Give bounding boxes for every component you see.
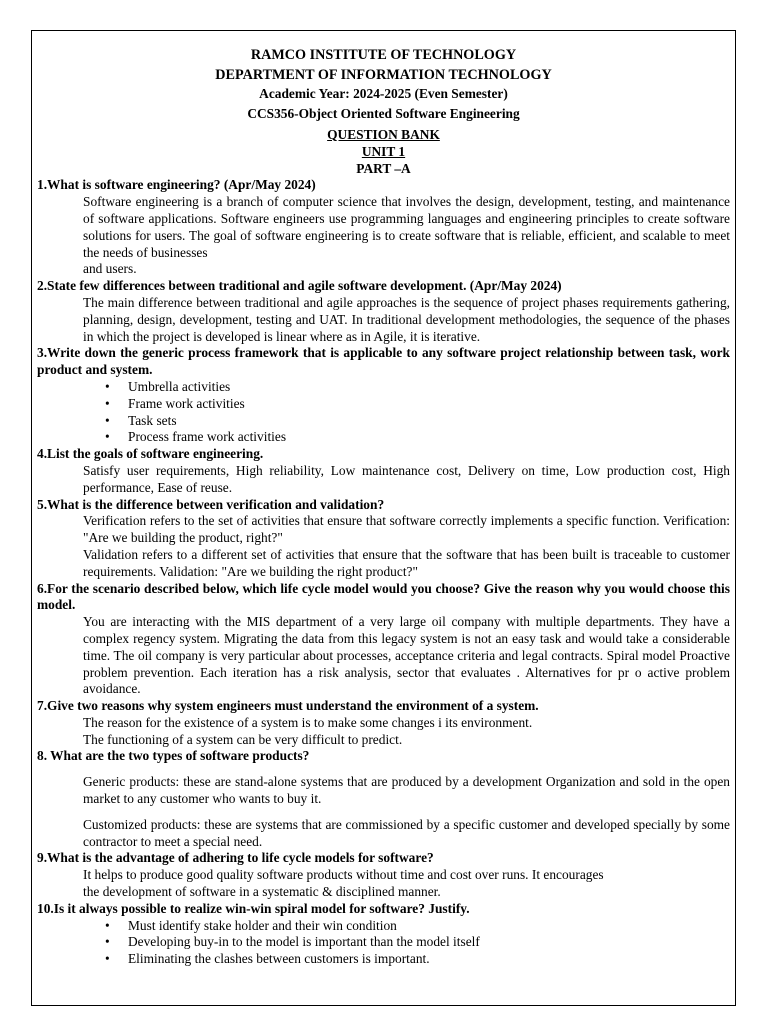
answer-10-list xyxy=(37,918,730,968)
question-7: 7.Give two reasons why system engineers must understand the environment of a system. xyxy=(37,698,539,714)
course-title: CCS356-Object Oriented Software Engineering xyxy=(247,106,520,121)
question-5: 5.What is the difference between verification and validation? xyxy=(37,496,385,512)
question-10: 10.Is it always possible to realize win-win spiral model for software? Justify. xyxy=(37,900,470,916)
answer-paragraph: and users. xyxy=(83,261,137,277)
department-name: DEPARTMENT OF INFORMATION TECHNOLOGY xyxy=(215,67,552,83)
list-item: • Frame work activities xyxy=(37,396,730,413)
answer-paragraph: Generic products: these are stand-alone systems that are produced by a development Organization and sold in the open market to any customer who wants to buy it. xyxy=(83,774,730,807)
answer-paragraph: Satisfy user requirements, High reliability, Low maintenance cost, Delivery on time, Low production cost, High performance, Ease of reuse. xyxy=(83,462,730,495)
list-item: • Task sets xyxy=(37,413,730,430)
answer-paragraph: Software engineering is a branch of computer science that involves the design, development, testing, and maintenance of software applications. Software engineers use programming languages and engineering principles to create software solutions for users. The goal of software engineering is to create software that is reliable, efficient, and scalable to meet the needs of businesses xyxy=(83,194,730,260)
question-8: 8. What are the two types of software products? xyxy=(37,748,310,764)
answer-paragraph: It helps to produce good quality software products without time and cost over runs. It encourages xyxy=(83,867,604,883)
question-4: 4.List the goals of software engineering. xyxy=(37,446,264,462)
answer-4 xyxy=(83,463,730,497)
question-bank-document xyxy=(37,45,730,968)
answer-paragraph: You are interacting with the MIS department of a very large oil company with multiple departments. They have a complex regency system. Migrating the data from this legacy system is not an easy task and would take a considerable time. The oil company is very particular about processes, acceptance criteria and legal contracts. Spiral model Proactive problem prevention. Each iteration has a risk analysis, sector that evaluates . Alternatives for pr o active problem avoidance. xyxy=(83,614,730,697)
list-item: • Process frame work activities xyxy=(37,429,730,446)
answer-9 xyxy=(83,867,730,901)
question-3: 3.Write down the generic process framework that is applicable to any software project relationship between task, work product and system. xyxy=(37,345,730,378)
answer-1 xyxy=(83,194,730,278)
list-item: • Eliminating the clashes between customers is important. xyxy=(37,951,730,968)
document-title: QUESTION BANK xyxy=(327,127,440,142)
answer-8 xyxy=(83,765,730,850)
answer-paragraph: Verification refers to the set of activities that ensure that software correctly implements a specific function. Verification: "Are we building the product, right?" xyxy=(83,513,730,546)
answer-3-list xyxy=(37,379,730,446)
question-9: 9.What is the advantage of adhering to life cycle models for software? xyxy=(37,850,434,866)
answer-paragraph: Customized products: these are systems that are commissioned by a specific customer and developed specially by some contractor to meet a special need. xyxy=(83,816,730,849)
answer-paragraph: The functioning of a system can be very difficult to predict. xyxy=(83,731,403,747)
unit-heading: UNIT 1 xyxy=(361,143,406,159)
list-item: • Must identify stake holder and their win condition xyxy=(37,918,730,935)
answer-paragraph: the development of software in a systematic & disciplined manner. xyxy=(83,884,441,900)
list-item: • Developing buy-in to the model is important than the model itself xyxy=(37,934,730,951)
answer-paragraph: The reason for the existence of a system is to make some changes i its environment. xyxy=(83,714,533,730)
list-item: • Umbrella activities xyxy=(37,379,730,396)
answer-2 xyxy=(83,295,730,345)
answer-6 xyxy=(83,614,730,698)
answer-paragraph: Validation refers to a different set of activities that ensure that the software that has been built is traceable to customer requirements. Validation: "Are we building the right product?" xyxy=(83,546,730,579)
question-1: 1.What is software engineering? (Apr/May 2024) xyxy=(37,177,316,193)
answer-paragraph: The main difference between traditional and agile approaches is the sequence of project phases requirements gathering, planning, design, development, testing and UAT. In traditional development methodologies, the sequence of the phases in which the project is developed is linear where as in Agile, it is iterative. xyxy=(83,294,730,344)
answer-5 xyxy=(83,513,730,580)
institute-name: RAMCO INSTITUTE OF TECHNOLOGY xyxy=(250,47,517,63)
academic-year: Academic Year: 2024-2025 (Even Semester) xyxy=(259,86,508,101)
question-6: 6.For the scenario described below, which life cycle model would you choose? Give the reason why you would choose this model. xyxy=(37,580,730,613)
question-2: 2.State few differences between traditional and agile software development. (Apr/May 2024) xyxy=(37,278,562,294)
answer-7 xyxy=(83,715,730,749)
part-heading: PART –A xyxy=(356,160,411,176)
